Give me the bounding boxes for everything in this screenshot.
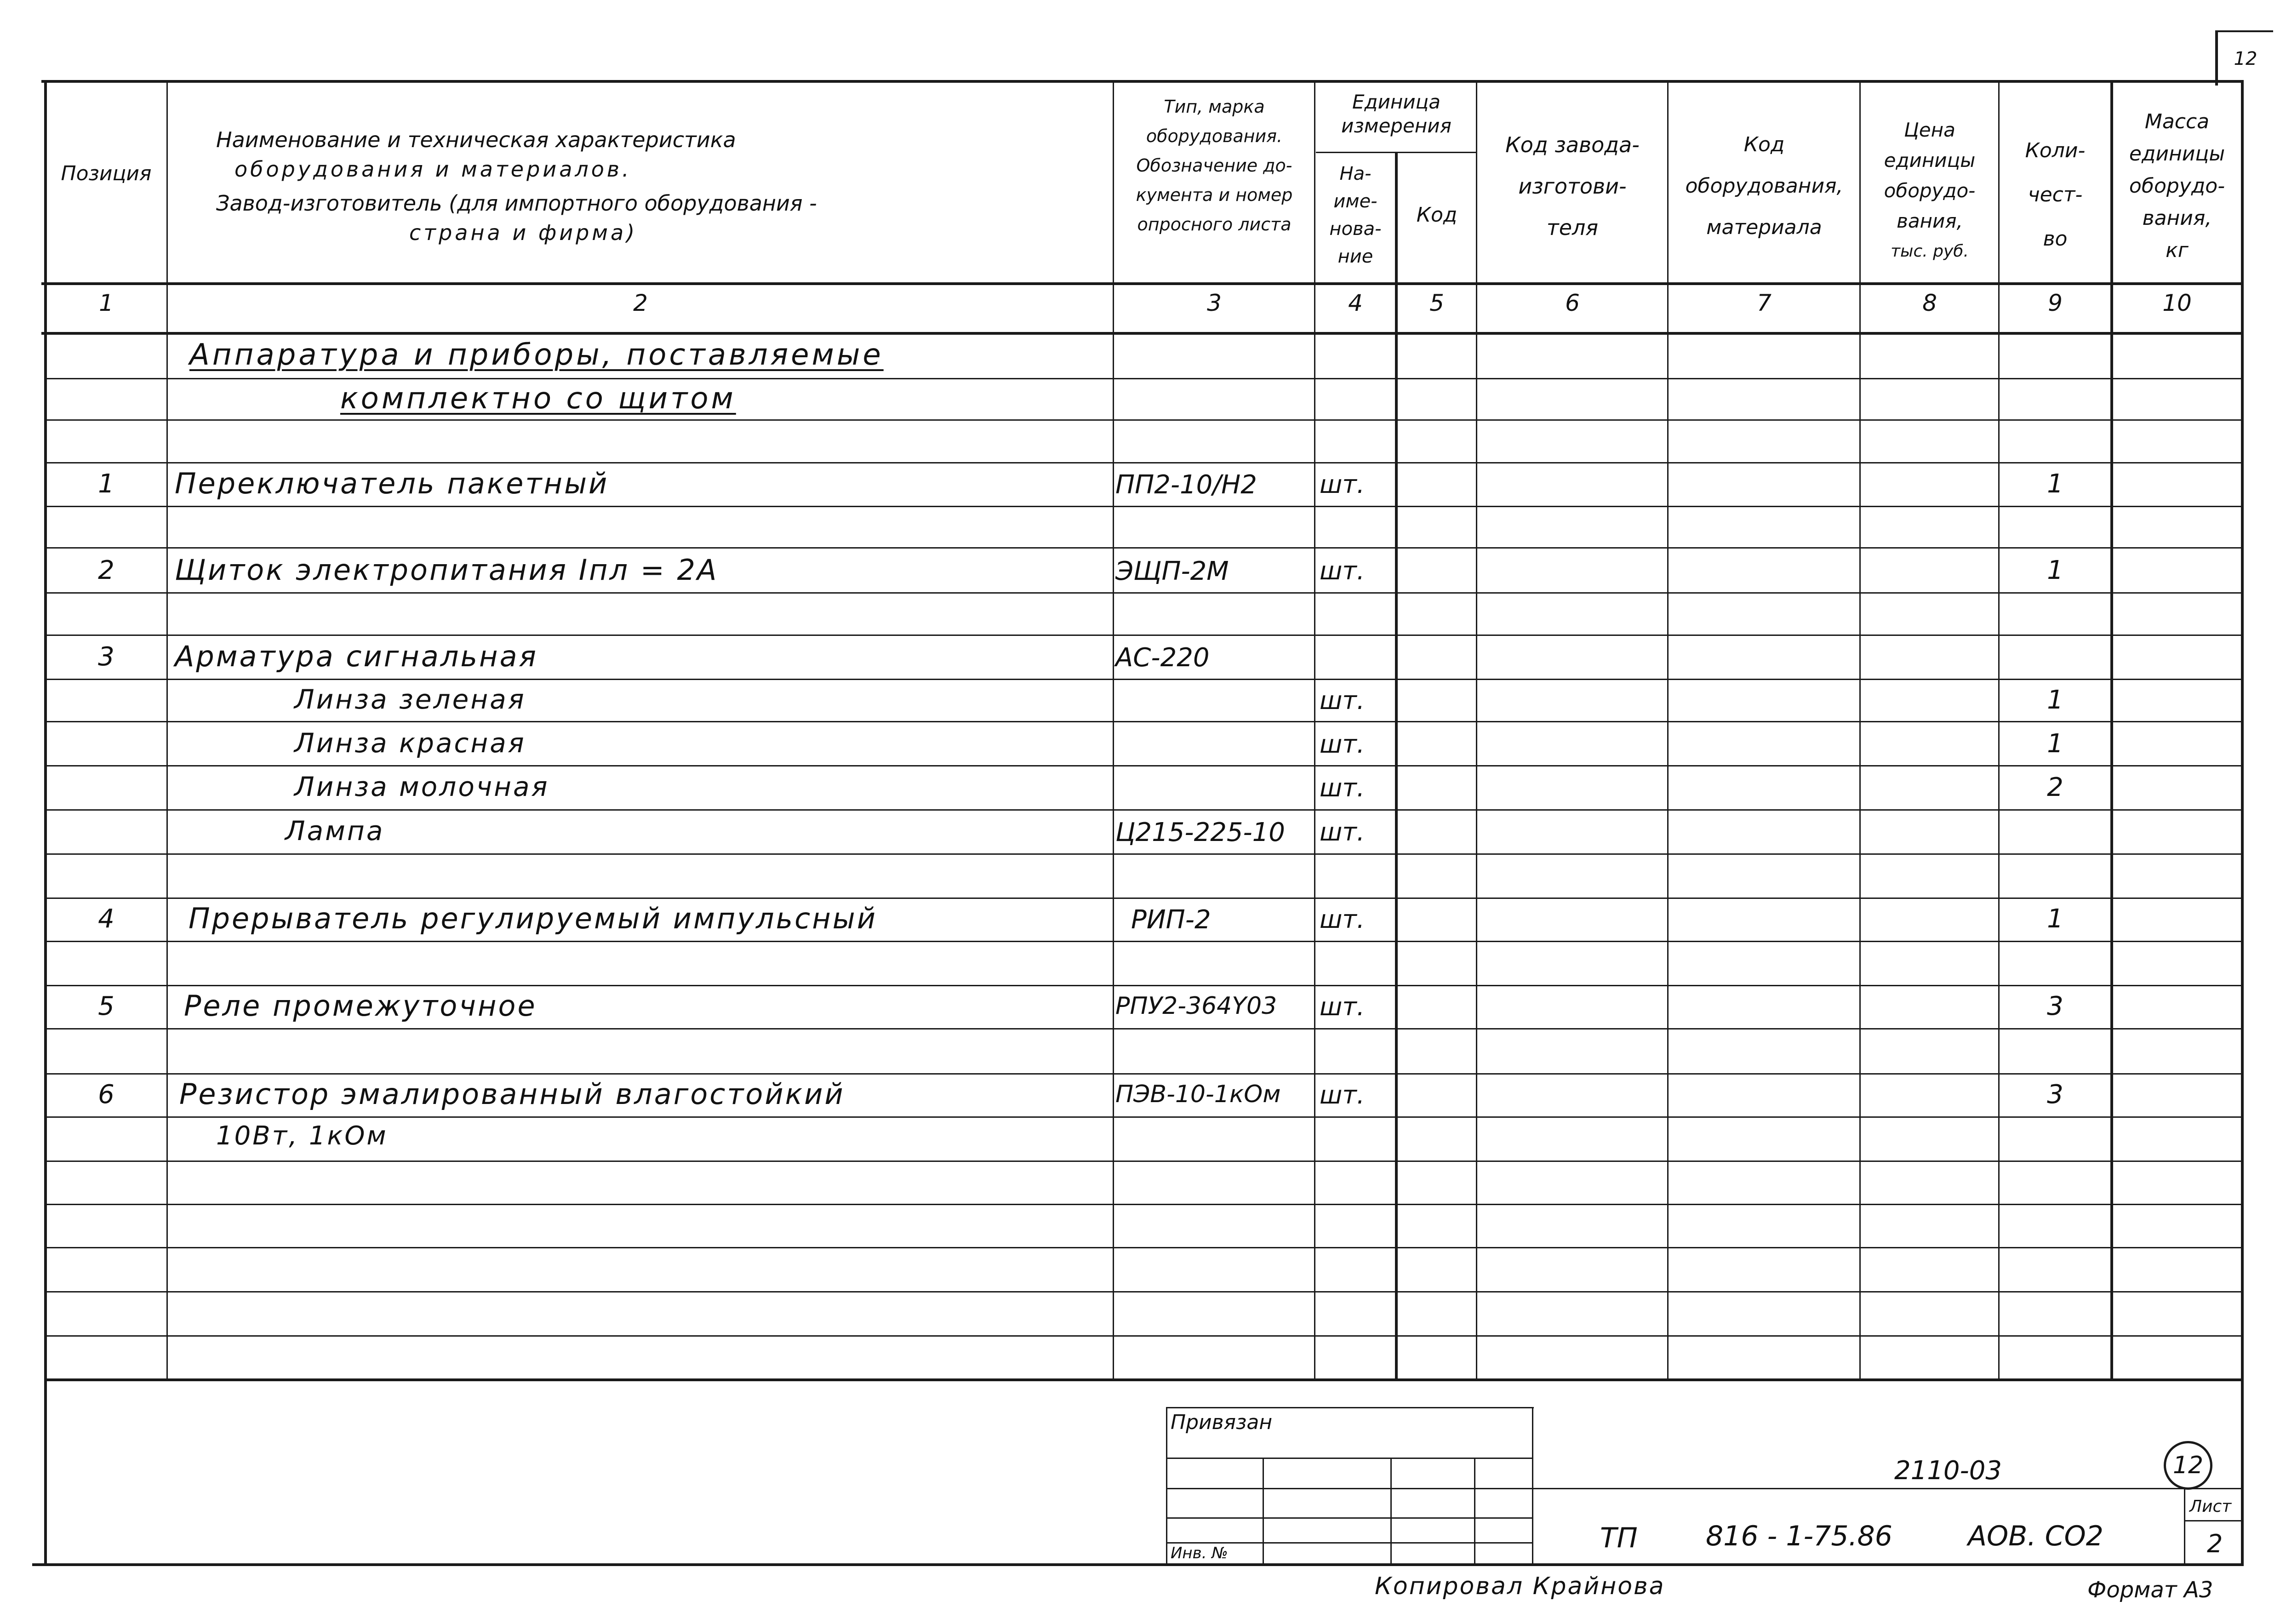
row-line — [46, 635, 2244, 636]
row-type: Ц215-225-10 — [1115, 818, 1285, 847]
stamp-line — [1166, 1542, 1532, 1544]
col-line-5 — [1476, 80, 1477, 1379]
header-col-price-line: тыс. руб. — [1891, 242, 1969, 261]
row-unit: шт. — [1320, 470, 1365, 499]
row-line — [46, 1335, 2244, 1337]
header-col-type-line: оборудования. — [1146, 126, 1283, 146]
row-unit: шт. — [1320, 992, 1365, 1021]
table-top-border — [41, 80, 2244, 83]
stamp-privyazan: Привязан — [1171, 1411, 1273, 1434]
header-col-price-line: вания, — [1897, 210, 1963, 232]
column-number: 6 — [1565, 290, 1580, 316]
stamp-line — [1166, 1517, 1532, 1519]
header-col-equipment-code-line: Код — [1743, 133, 1785, 156]
header-unit-group — [1316, 90, 1477, 138]
row-line — [46, 378, 2244, 379]
col-line-7 — [1859, 80, 1861, 1379]
col-line-3 — [1314, 80, 1315, 1379]
row-line — [46, 419, 2244, 421]
row-name: Резистор эмалированный влагостойкий — [179, 1077, 845, 1111]
row-line — [46, 547, 2244, 549]
header-unit-group-line: измерения — [1341, 114, 1452, 137]
bold-box-top — [1395, 332, 2113, 335]
header-col-type — [1114, 92, 1314, 239]
row-unit: шт. — [1320, 686, 1365, 715]
corner-sheet-mark: 12 — [2215, 30, 2273, 86]
stamp-line — [1263, 1458, 1264, 1565]
stamp-line — [1474, 1458, 1475, 1565]
col-line-6 — [1667, 80, 1669, 1379]
row-name: Арматура сигнальная — [175, 640, 538, 673]
stamp-line — [1166, 1488, 1532, 1489]
column-number: 8 — [1922, 290, 1937, 316]
row-quantity: 3 — [2047, 1080, 2063, 1109]
stamp-line — [1532, 1407, 1533, 1565]
row-line — [46, 1028, 2244, 1029]
header-col-quantity — [2000, 129, 2110, 261]
header-col-mass — [2113, 106, 2241, 267]
row-line — [46, 985, 2244, 986]
row-line — [46, 809, 2244, 811]
drawing-bottom-border — [32, 1563, 2244, 1566]
header-col-factory-code-line: изготови- — [1518, 174, 1627, 199]
row-quantity: 2 — [2047, 772, 2063, 802]
header-col-price — [1861, 115, 1998, 267]
column-number: 2 — [633, 290, 648, 316]
row-position: 4 — [98, 904, 114, 934]
row-quantity: 3 — [2047, 991, 2063, 1021]
stamp-line — [1166, 1407, 1534, 1408]
row-unit: шт. — [1320, 730, 1365, 759]
row-line — [46, 1204, 2244, 1205]
col-line-4 — [1395, 152, 1398, 1379]
row-position: 6 — [98, 1080, 114, 1109]
header-col-unit-name-line: нова- — [1329, 218, 1382, 240]
row-name: Лампа — [285, 815, 385, 846]
col-line-9 — [2110, 80, 2113, 1379]
header-col-unit-name — [1316, 160, 1395, 270]
header-col-mass-line: вания, — [2142, 206, 2212, 230]
row-line — [46, 592, 2244, 594]
header-col-factory-code-line: теля — [1546, 215, 1599, 240]
column-number: 7 — [1757, 290, 1772, 316]
section-title: Аппаратура и приборы, поставляемые — [189, 338, 884, 372]
header-unit-group-line: Единица — [1352, 91, 1440, 113]
header-col-mass-line: единицы — [2129, 142, 2225, 166]
stamp-line — [1166, 1458, 1532, 1459]
row-name: 10Вт, 1кОм — [216, 1121, 388, 1151]
header-col-name-line: Завод-изготовитель (для импортного оборудования - — [216, 191, 817, 216]
row-name: Щиток электропитания Iпл = 2А — [175, 553, 719, 587]
stamp-sheet-label: Лист — [2189, 1497, 2232, 1516]
stamp-format: Формат А3 — [2087, 1577, 2213, 1603]
row-line — [46, 765, 2244, 766]
row-line — [46, 1116, 2244, 1118]
stamp-code: 2110-03 — [1894, 1456, 2002, 1486]
column-number: 10 — [2162, 290, 2192, 316]
row-line — [46, 941, 2244, 942]
row-line — [46, 679, 2244, 680]
header-col-name-line: Наименование и техническая характеристика — [216, 127, 736, 152]
header-col-unit-name-line: ние — [1337, 246, 1373, 267]
table-body-bottom — [46, 1378, 2244, 1381]
row-type: РИП-2 — [1131, 905, 1211, 935]
row-position: 2 — [98, 555, 114, 585]
stamp-line — [2184, 1488, 2185, 1565]
header-col-quantity-line: во — [2043, 227, 2068, 251]
column-number: 5 — [1429, 290, 1444, 316]
header-col-type-line: кумента и номер — [1136, 185, 1293, 205]
header-col-unit-name-line: име- — [1333, 191, 1377, 212]
row-quantity: 1 — [2047, 555, 2063, 585]
header-col-type-line: Тип, марка — [1164, 97, 1265, 117]
stamp-doc-number: 816 - 1-75.86 — [1706, 1520, 1892, 1552]
row-line — [46, 462, 2244, 463]
header-col-unit-code: Код — [1416, 203, 1457, 227]
header-col-name — [216, 125, 1090, 247]
col-line-8 — [1998, 80, 2000, 1379]
column-number: 9 — [2048, 290, 2063, 316]
row-type: ЭЩП-2М — [1115, 556, 1229, 586]
row-name: Реле промежуточное — [184, 989, 537, 1023]
header-col-quantity-line: Коли- — [2025, 139, 2086, 162]
column-number: 1 — [99, 290, 114, 316]
stamp-copied-by: Копировал Крайнова — [1375, 1573, 1665, 1600]
row-position: 3 — [98, 642, 114, 672]
stamp-line — [1532, 1488, 2242, 1489]
row-line — [46, 1247, 2244, 1248]
header-col-price-line: оборудо- — [1884, 179, 1976, 202]
header-col-quantity-line: чест- — [2028, 183, 2083, 206]
row-type: АС-220 — [1115, 643, 1210, 673]
header-col-factory-code-line: Код завода- — [1505, 132, 1640, 157]
row-line — [46, 721, 2244, 722]
stamp-circled-number: 12 — [2164, 1441, 2212, 1490]
header-col-price-line: Цена — [1904, 119, 1955, 141]
header-col-equipment-code-line: материала — [1706, 216, 1822, 239]
row-line — [46, 506, 2244, 507]
header-col-name-line: страна и фирма) — [409, 220, 638, 245]
row-type: РПУ2-364Y03 — [1115, 992, 1277, 1020]
row-type: ПП2-10/Н2 — [1115, 470, 1257, 500]
row-line — [46, 853, 2244, 855]
stamp-tp: ТП — [1600, 1522, 1638, 1554]
row-quantity: 1 — [2047, 685, 2063, 715]
header-col-unit-name-line: На- — [1339, 163, 1372, 184]
header-col-equipment-code-line: оборудования, — [1685, 174, 1843, 198]
row-name: Переключатель пакетный — [175, 467, 609, 500]
header-col-name-line: оборудования и материалов. — [234, 157, 632, 182]
row-name: Прерыватель регулируемый импульсный — [189, 902, 878, 935]
stamp-line — [2184, 1520, 2242, 1521]
row-line — [46, 1073, 2244, 1075]
stamp-doc-suffix: АОВ. СО2 — [1968, 1520, 2103, 1552]
header-col-mass-line: оборудо- — [2129, 174, 2225, 198]
row-unit: шт. — [1320, 818, 1365, 846]
header-col-equipment-code — [1669, 124, 1859, 248]
row-quantity: 1 — [2047, 904, 2063, 934]
section-title: комплектно со щитом — [340, 382, 736, 416]
row-name: Линза молочная — [294, 771, 549, 802]
header-col-price-line: единицы — [1884, 149, 1976, 172]
header-col-type-line: Обозначение до- — [1136, 155, 1292, 176]
header-col-factory-code — [1478, 124, 1667, 248]
row-type: ПЭВ-10-1кОм — [1115, 1081, 1281, 1108]
row-position: 1 — [98, 469, 114, 499]
header-col-mass-line: Масса — [2144, 110, 2210, 133]
stamp-line — [1166, 1407, 1167, 1565]
header-separator — [41, 282, 2244, 285]
stamp-line — [1390, 1458, 1392, 1565]
row-line — [46, 1291, 2244, 1292]
row-quantity: 1 — [2047, 729, 2063, 759]
table-right-border — [2241, 80, 2244, 1565]
row-name: Линза красная — [294, 727, 526, 759]
header-col-mass-line: кг — [2166, 239, 2189, 262]
row-unit: шт. — [1320, 773, 1365, 802]
header-col-position: Позиция — [61, 162, 152, 185]
row-line — [46, 1161, 2244, 1162]
row-name: Линза зеленая — [294, 684, 526, 715]
col-line-1 — [166, 80, 168, 1379]
stamp-sheet-number: 2 — [2207, 1529, 2223, 1558]
row-unit: шт. — [1320, 1081, 1365, 1109]
col-line-2 — [1113, 80, 1114, 1379]
row-quantity: 1 — [2047, 469, 2063, 499]
row-unit: шт. — [1320, 556, 1365, 585]
row-position: 5 — [98, 991, 114, 1021]
stamp-inv-no: Инв. № — [1171, 1544, 1228, 1562]
column-number: 3 — [1207, 290, 1222, 316]
row-unit: шт. — [1320, 905, 1365, 934]
header-col-type-line: опросного листа — [1137, 214, 1292, 234]
row-line — [46, 898, 2244, 899]
column-number: 4 — [1348, 290, 1363, 316]
